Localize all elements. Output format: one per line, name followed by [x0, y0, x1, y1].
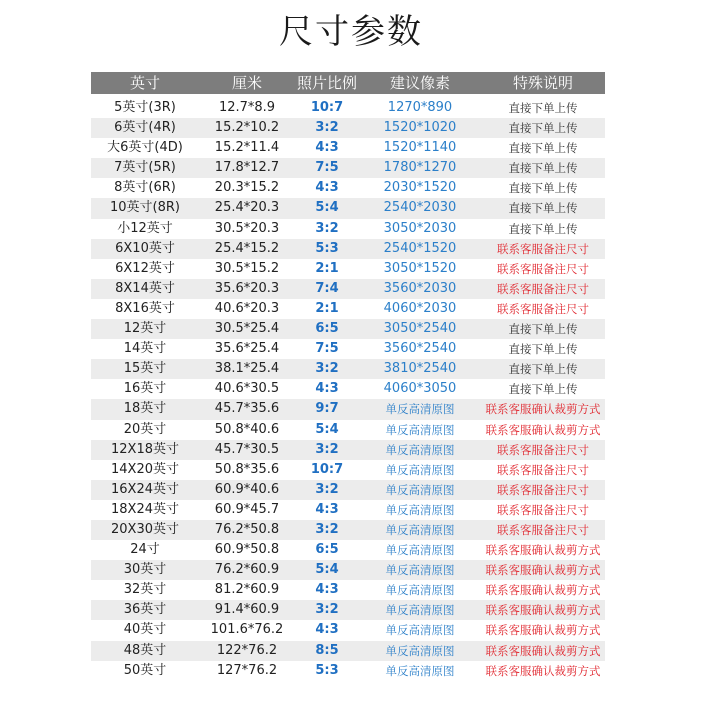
cell-pixels: 单反高清原图	[385, 543, 455, 558]
cell-ratio: 5:3	[315, 662, 339, 678]
cell-inch: 16英寸	[123, 381, 167, 397]
header-ratio: 照片比例	[296, 74, 357, 92]
cell-pixels: 单反高清原图	[385, 522, 455, 537]
cell-ratio: 4:3	[315, 582, 339, 598]
table-row	[91, 641, 605, 661]
cell-cm: 122*76.2	[216, 642, 278, 658]
table-row	[91, 440, 605, 460]
table-row	[91, 239, 605, 259]
table-row	[91, 138, 605, 158]
cell-note: 联系客服确认裁剪方式	[485, 402, 601, 417]
table-row	[91, 279, 605, 299]
cell-cm: 101.6*76.2	[210, 622, 284, 638]
cell-note: 联系客服确认裁剪方式	[485, 563, 601, 578]
cell-ratio: 10:7	[310, 100, 344, 115]
cell-pixels: 单反高清原图	[385, 482, 455, 497]
cell-pixels: 3050*2540	[383, 321, 457, 337]
cell-ratio: 3:2	[315, 361, 339, 377]
cell-ratio: 4:3	[315, 381, 339, 397]
cell-note: 联系客服备注尺寸	[497, 301, 589, 316]
cell-pixels: 单反高清原图	[385, 623, 455, 638]
cell-inch: 16X24英寸	[111, 481, 179, 497]
cell-note: 直接下单上传	[508, 101, 578, 115]
cell-ratio: 10:7	[310, 461, 344, 477]
cell-inch: 18X24英寸	[111, 501, 179, 517]
cell-cm: 30.5*25.4	[214, 321, 280, 337]
cell-cm: 17.8*12.7	[214, 160, 280, 176]
cell-ratio: 2:1	[315, 260, 339, 276]
table-row	[91, 520, 605, 540]
cell-cm: 50.8*35.6	[214, 461, 280, 477]
cell-inch: 12英寸	[123, 321, 167, 337]
cell-inch: 48英寸	[123, 642, 167, 658]
cell-cm: 81.2*60.9	[214, 582, 280, 598]
cell-inch: 12X18英寸	[111, 441, 179, 457]
table-header	[91, 72, 605, 94]
cell-pixels: 2030*1520	[383, 180, 457, 196]
cell-ratio: 3:2	[315, 481, 339, 497]
table-row	[91, 620, 605, 640]
table-row	[91, 319, 605, 339]
cell-inch: 40英寸	[123, 622, 167, 638]
cell-note: 直接下单上传	[508, 141, 578, 156]
header-inch: 英寸	[129, 74, 160, 92]
cell-cm: 30.5*20.3	[214, 220, 280, 236]
table-row	[91, 219, 605, 239]
cell-pixels: 单反高清原图	[385, 502, 455, 517]
cell-ratio: 9:7	[315, 401, 339, 417]
cell-cm: 35.6*25.4	[214, 341, 280, 357]
cell-cm: 60.9*50.8	[214, 542, 280, 558]
cell-note: 直接下单上传	[508, 322, 578, 337]
cell-cm: 60.9*45.7	[214, 501, 280, 517]
cell-ratio: 4:3	[315, 622, 339, 638]
cell-inch: 小12英寸	[117, 220, 173, 236]
cell-note: 联系客服确认裁剪方式	[485, 543, 601, 558]
cell-cm: 45.7*30.5	[214, 441, 280, 457]
cell-pixels: 单反高清原图	[385, 442, 455, 457]
cell-pixels: 单反高清原图	[385, 603, 455, 618]
table-row	[91, 98, 605, 118]
cell-inch: 大6英寸(4D)	[107, 140, 183, 156]
table-row	[91, 299, 605, 319]
table-row	[91, 158, 605, 178]
cell-inch: 18英寸	[123, 401, 167, 417]
cell-note: 直接下单上传	[508, 382, 578, 397]
cell-pixels: 1520*1020	[383, 120, 457, 136]
cell-cm: 76.2*50.8	[214, 521, 280, 537]
table-row	[91, 259, 605, 279]
cell-inch: 32英寸	[123, 582, 167, 598]
cell-note: 直接下单上传	[508, 342, 578, 357]
cell-inch: 30英寸	[123, 562, 167, 578]
cell-inch: 14英寸	[123, 341, 167, 357]
table-row	[91, 460, 605, 480]
cell-pixels: 单反高清原图	[385, 402, 455, 417]
cell-ratio: 2:1	[315, 300, 339, 316]
cell-note: 联系客服确认裁剪方式	[485, 583, 601, 598]
cell-pixels: 2540*1520	[383, 240, 457, 256]
table-row	[91, 379, 605, 399]
cell-note: 直接下单上传	[508, 201, 578, 216]
cell-pixels: 3560*2030	[383, 280, 457, 296]
cell-inch: 24寸	[130, 542, 160, 558]
table-row	[91, 560, 605, 580]
cell-cm: 15.2*11.4	[214, 140, 280, 156]
cell-inch: 50英寸	[123, 662, 167, 678]
table-row	[91, 540, 605, 560]
cell-inch: 10英寸(8R)	[110, 200, 180, 216]
header-note: 特殊说明	[512, 74, 573, 92]
cell-cm: 15.2*10.2	[214, 120, 280, 136]
cell-note: 直接下单上传	[508, 161, 578, 176]
cell-pixels: 单反高清原图	[385, 462, 455, 477]
cell-cm: 30.5*15.2	[214, 260, 280, 276]
cell-note: 联系客服确认裁剪方式	[485, 422, 601, 437]
cell-cm: 35.6*20.3	[214, 280, 280, 296]
cell-ratio: 6:5	[315, 542, 339, 558]
cell-pixels: 单反高清原图	[385, 643, 455, 658]
cell-pixels: 单反高清原图	[385, 663, 455, 678]
cell-pixels: 单反高清原图	[385, 563, 455, 578]
cell-note: 联系客服备注尺寸	[497, 261, 589, 276]
cell-ratio: 3:2	[315, 521, 339, 537]
cell-cm: 12.7*8.9	[218, 100, 276, 115]
cell-ratio: 5:4	[315, 562, 339, 578]
header-pixels: 建议像素	[389, 74, 450, 92]
cell-inch: 8X16英寸	[115, 300, 175, 316]
table-row	[91, 480, 605, 500]
cell-ratio: 7:5	[315, 160, 339, 176]
cell-note: 联系客服备注尺寸	[497, 241, 589, 256]
cell-ratio: 3:2	[315, 441, 339, 457]
cell-pixels: 3810*2540	[383, 361, 457, 377]
cell-inch: 7英寸(5R)	[114, 160, 176, 176]
page-title: 尺寸参数	[279, 12, 423, 52]
cell-cm: 60.9*40.6	[214, 481, 280, 497]
cell-note: 联系客服备注尺寸	[497, 502, 589, 517]
cell-note: 联系客服备注尺寸	[497, 482, 589, 497]
cell-pixels: 单反高清原图	[385, 422, 455, 437]
table-body	[91, 94, 605, 681]
cell-pixels: 2540*2030	[383, 200, 457, 216]
table-row	[91, 500, 605, 520]
cell-ratio: 5:3	[315, 240, 339, 256]
table-row	[91, 339, 605, 359]
cell-cm: 127*76.2	[216, 662, 278, 678]
cell-cm: 91.4*60.9	[214, 602, 280, 618]
cell-ratio: 3:2	[315, 120, 339, 136]
cell-ratio: 4:3	[315, 180, 339, 196]
table-row	[91, 600, 605, 620]
cell-note: 联系客服备注尺寸	[497, 442, 589, 457]
cell-note: 联系客服确认裁剪方式	[485, 643, 601, 658]
cell-ratio: 8:5	[315, 642, 339, 658]
cell-ratio: 4:3	[315, 501, 339, 517]
cell-pixels: 4060*2030	[383, 300, 457, 316]
table-row	[91, 118, 605, 138]
header-cm: 厘米	[231, 74, 262, 92]
cell-note: 联系客服备注尺寸	[497, 462, 589, 477]
cell-inch: 14X20英寸	[111, 461, 179, 477]
cell-note: 直接下单上传	[508, 221, 578, 236]
cell-cm: 40.6*20.3	[214, 300, 280, 316]
cell-note: 联系客服确认裁剪方式	[485, 663, 601, 678]
cell-inch: 20英寸	[123, 421, 167, 437]
cell-inch: 5英寸(3R)	[114, 100, 176, 115]
cell-pixels: 3560*2540	[383, 341, 457, 357]
cell-inch: 15英寸	[123, 361, 167, 377]
cell-ratio: 3:2	[315, 220, 339, 236]
table-row	[91, 359, 605, 379]
cell-ratio: 4:3	[315, 140, 339, 156]
cell-note: 直接下单上传	[508, 362, 578, 377]
cell-inch: 8X14英寸	[115, 280, 175, 296]
table-row	[91, 661, 605, 681]
cell-pixels: 1520*1140	[383, 140, 457, 156]
cell-ratio: 7:4	[315, 280, 339, 296]
cell-note: 联系客服备注尺寸	[497, 522, 589, 537]
cell-cm: 25.4*15.2	[214, 240, 280, 256]
cell-cm: 25.4*20.3	[214, 200, 280, 216]
cell-note: 联系客服确认裁剪方式	[485, 623, 601, 638]
cell-inch: 6X12英寸	[115, 260, 175, 276]
cell-ratio: 5:4	[315, 200, 339, 216]
table-row	[91, 580, 605, 600]
cell-pixels: 3050*2030	[383, 220, 457, 236]
cell-ratio: 3:2	[315, 602, 339, 618]
cell-inch: 6英寸(4R)	[114, 120, 176, 136]
cell-cm: 20.3*15.2	[214, 180, 280, 196]
cell-pixels: 1270*890	[387, 100, 453, 115]
cell-inch: 36英寸	[123, 602, 167, 618]
cell-note: 直接下单上传	[508, 121, 578, 136]
cell-pixels: 1780*1270	[383, 160, 457, 176]
cell-cm: 45.7*35.6	[214, 401, 280, 417]
cell-ratio: 5:4	[315, 421, 339, 437]
cell-note: 联系客服备注尺寸	[497, 281, 589, 296]
size-table	[91, 72, 605, 681]
cell-pixels: 3050*1520	[383, 260, 457, 276]
cell-ratio: 7:5	[315, 341, 339, 357]
cell-inch: 20X30英寸	[111, 521, 179, 537]
cell-cm: 40.6*30.5	[214, 381, 280, 397]
table-row	[91, 420, 605, 440]
cell-ratio: 6:5	[315, 321, 339, 337]
cell-note: 直接下单上传	[508, 181, 578, 196]
cell-pixels: 4060*3050	[383, 381, 457, 397]
cell-pixels: 单反高清原图	[385, 583, 455, 598]
cell-inch: 6X10英寸	[115, 240, 175, 256]
cell-inch: 8英寸(6R)	[114, 180, 176, 196]
table-row	[91, 399, 605, 419]
table-row	[91, 198, 605, 218]
cell-cm: 38.1*25.4	[214, 361, 280, 377]
cell-cm: 76.2*60.9	[214, 562, 280, 578]
cell-cm: 50.8*40.6	[214, 421, 280, 437]
table-row	[91, 178, 605, 198]
cell-note: 联系客服确认裁剪方式	[485, 603, 601, 618]
